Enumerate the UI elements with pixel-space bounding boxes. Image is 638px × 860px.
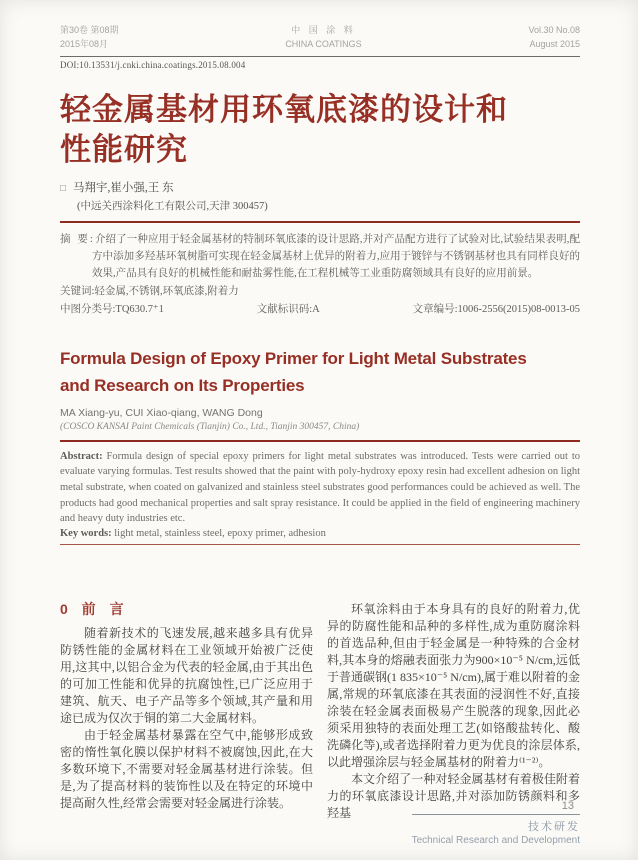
article-no-value: 1006-2556(2015)08-0013-05 [457, 304, 580, 316]
authors-zh-names: 马翔宇,崔小强,王 东 [73, 182, 174, 195]
section-heading-preface: 0 前 言 [60, 600, 129, 617]
abstract-label-zh: 摘 要: [60, 234, 95, 246]
paragraph: 由于轻金属基材暴露在空气中,能够形成致密的惰性氧化膜以保护材料不被腐蚀,因此,在大多数环境下,不需要对轻金属基材进行涂装。但是,为了提高材料的装饰性以及在特定的环境中提高耐久性,经常会需要对轻金属进行涂装。 [60, 727, 313, 810]
keywords-en [60, 528, 580, 539]
clc-number [60, 301, 164, 316]
keywords-text-en: light metal, stainless steel, epoxy primer, adhesion [111, 527, 326, 539]
journal-name-en: CHINA COATINGS [285, 38, 362, 49]
footer-column-en: Technical Research and Development [411, 835, 580, 846]
footer-column-zh: 技术研发 [528, 821, 580, 833]
red-divider-top [60, 221, 580, 223]
journal-name-zh: 中 国 涂 料 [291, 25, 356, 35]
journal-header [60, 24, 580, 52]
header-volume-issue [60, 24, 119, 52]
page-content [60, 0, 580, 822]
date-en: August 2015 [529, 38, 580, 49]
right-column [327, 601, 580, 822]
clc-value: TQ630.7⁺1 [115, 304, 164, 316]
page-number: 13 [561, 800, 574, 812]
authors-zh [60, 179, 580, 195]
volume-issue-en: Vol.30 No.08 [528, 25, 580, 35]
author-marker-icon: □ [60, 183, 67, 195]
paragraph: 随着新技术的飞速发展,越来越多具有优异防锈性能的金属材料在工业领域开始被广泛使用,这其中,以铝合金为代表的轻金属,由于其出色的可加工性能和优异的抗腐蚀性,已广泛应用于建筑、航天、电子产品等多个领域,其产量和用途已成为仅次于铜的第二大金属材料。 [60, 625, 313, 725]
doi-line: DOI:10.13531/j.cnki.china.coatings.2015.08.004 [60, 59, 246, 70]
left-column [60, 601, 313, 822]
paragraph: 本文介绍了一种对轻金属基材有着极佳附着力的环氧底漆设计思路,并对添加防锈颜料和多羟基 [327, 771, 580, 820]
title-en-line2: and Research on Its Properties [60, 375, 305, 395]
abstract-text-zh: 介绍了一种应用于轻金属基材的特制环氧底漆的设计思路,并对产品配方进行了试验对比,试验结果表明,配方中添加多羟基环氧树脂可实现在轻金属基材上优异的附着力,应用于镀锌与不锈钢基材也具有同样良好的效果,产品具有良好的机械性能和耐盐雾性能,在工程机械等工业重防腐领域具有良好的应用前景。 [92, 234, 580, 280]
doc-code-value: A [312, 304, 320, 316]
paragraph: 环氧涂料由于本身具有的良好的附着力,优异的防腐性能和品种的多样性,成为重防腐涂料的首选品种,但由于轻金属是一种特殊的合金材料,其本身的熔融表面张力为900×10⁻⁵ N/cm,远低于普通碳钢(1 835×10⁻⁵ N/cm),属于难以附着的金属,常规的环氧底漆在其表面的浸润性不好,直接涂装在轻金属表面极易产生脱落的现象,因此必须采用独特的表面处理工艺(如铬酸盐转化、酸洗磷化等),或者选择附着力更为优良的涂层体系,以此增强涂层与轻金属基材的附着力⁽¹⁻²⁾。 [327, 601, 580, 769]
doc-code-label: 文献标识码: [256, 304, 313, 316]
journal-name [285, 24, 361, 52]
abstract-label-en: Abstract: [60, 450, 103, 462]
affiliation-en: (COSCO KANSAI Paint Chemicals (Tianjin) Co., Ltd., Tianjin 300457, China) [60, 421, 360, 432]
article-number [413, 301, 580, 316]
affiliation-zh: (中远关西涂料化工有限公司,天津 300457) [77, 201, 268, 213]
doc-code [257, 301, 320, 316]
footer-divider [412, 814, 580, 815]
article-title-en [60, 346, 580, 399]
keywords-label-zh: 关键词: [60, 286, 95, 298]
header-divider [60, 56, 580, 57]
keywords-label-en: Key words: [60, 527, 112, 539]
authors-en: MA Xiang-yu, CUI Xiao-qiang, WANG Dong [60, 406, 263, 419]
article-no-label: 文章编号: [412, 304, 458, 316]
clc-label: 中图分类号: [60, 304, 116, 316]
page-footer [412, 800, 580, 846]
classification-row [60, 301, 580, 316]
abstract-text-en: Formula design of special epoxy primers for light metal substrates was introduced. Tests were carried out to evaluate varying formulas. Test results showed that the paint with poly-hydroxy epoxy resin had excellent adhesion on light metal substrate, when coated on galvanized and stainless steel substrates good performances could be achieved as well. The products had good mechanical properties and salt spray resistance. It could be applied in the field of engineering machinery and heavy duty industries etc. [60, 450, 580, 525]
abstract-en [60, 449, 580, 527]
title-en-line1: Formula Design of Epoxy Primer for Light Metal Substrates [60, 349, 527, 369]
red-divider-bottom [60, 544, 580, 545]
article-title-zh: 轻金属基材用环氧底漆的设计和性能研究 [60, 91, 508, 167]
keywords-text-zh: 轻金属,不锈钢,环氧底漆,附着力 [94, 286, 239, 298]
red-divider-middle [60, 440, 580, 442]
keywords-zh [60, 283, 580, 298]
header-volume-issue-en [528, 24, 580, 52]
volume-issue-zh: 第30卷 第08期 [60, 25, 119, 35]
date-zh: 2015年08月 [60, 38, 109, 49]
article-body [60, 601, 580, 822]
abstract-zh [60, 231, 580, 282]
